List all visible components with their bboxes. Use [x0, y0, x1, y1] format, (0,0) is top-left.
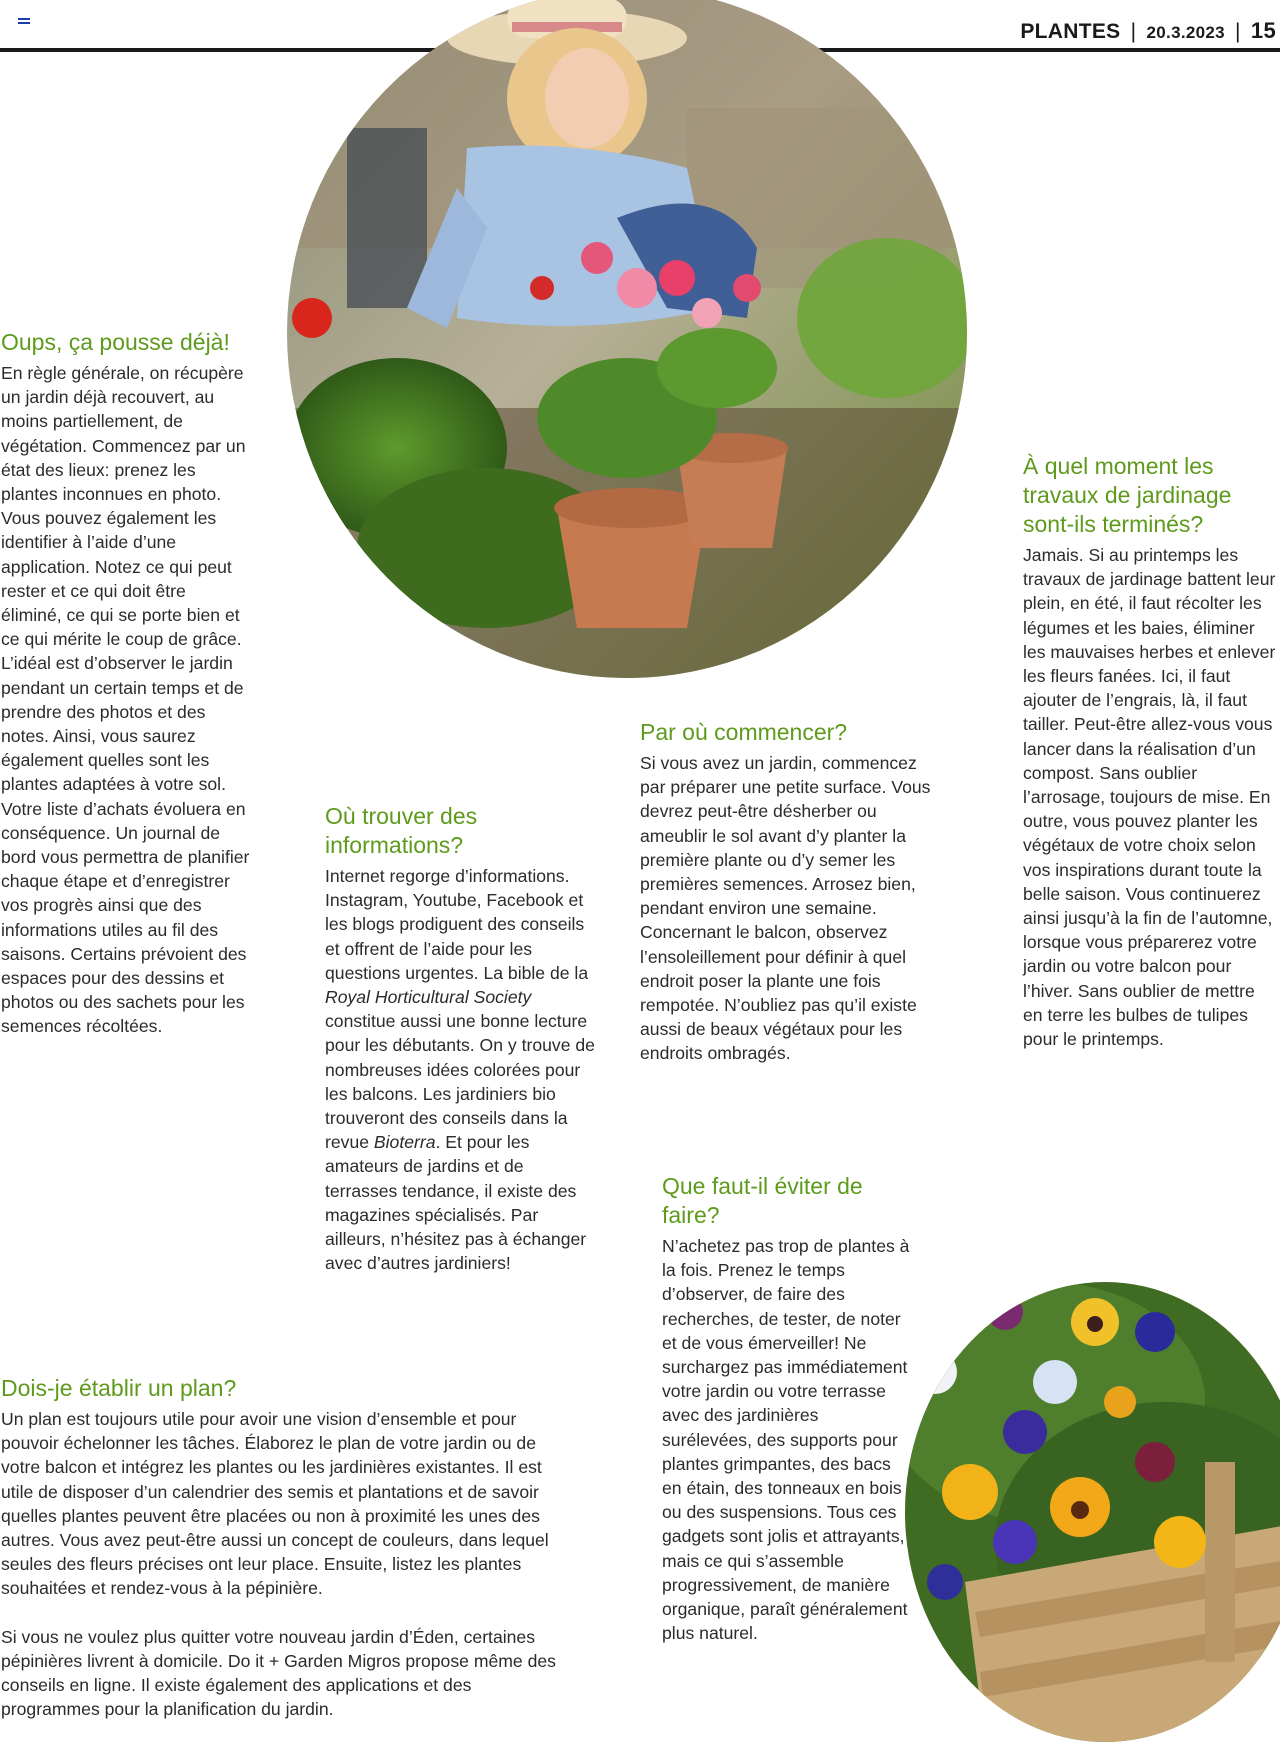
publication-name: Bioterra [373, 1132, 436, 1153]
publication-name: Royal Horticultural Society [325, 987, 532, 1008]
header-separator: | [1235, 20, 1241, 43]
section-body: Si vous avez un jardin, commencez par préparer une petite surface. Vous devrez peut-être désherber ou ameublir le sol avant d’y planter la première plante ou d’y semer les premières semences. Arrosez bien, pendant environ une semaine. Concernant le balcon, observez l’ensoleillement pour définir à quel endroit poser la plante une fois rempotée. N’oubliez pas qu’il existe aussi de beaux végétaux pour les endroits ombragés. [640, 753, 931, 1064]
section-informations [325, 802, 595, 1275]
section-heading: Que faut-il éviter de faire? [662, 1173, 863, 1228]
body-text: Internet regorge d’informations. Instagram, Youtube, Facebook et les blogs prodiguent des conseils et offrent de l’aide pour les questions urgentes. La bible de la [325, 866, 589, 983]
section-heading: Oups, ça pousse déjà! [1, 329, 230, 355]
section-commencer [640, 718, 940, 1066]
section-eviter [662, 1172, 912, 1645]
section-body: N’achetez pas trop de plantes à la fois. Prenez le temps d’observer, de faire des recherches, de tester, de noter et de vous émerveiller! Ne surchargez pas immédiatement votre jardin ou votre terrasse avec des jardinières surélevées, des supports pour plantes grimpantes, des bacs en étain, des tonneaux en bois ou des suspensions. Tous ces gadgets sont jolis et attrayants, mais ce qui s’assemble progressivement, de manière organique, paraît généralement plus naturel. [662, 1236, 910, 1644]
issue-date: 20.3.2023 [1146, 23, 1225, 42]
pansies-crate-photo [905, 1282, 1280, 1742]
header-separator: | [1130, 20, 1137, 43]
section-oups [1, 328, 251, 1039]
section-plan [1, 1374, 561, 1721]
running-header [1020, 18, 1276, 44]
menu-icon[interactable] [18, 18, 30, 26]
gardening-woman-photo [287, 0, 967, 678]
section-body: Si vous ne voulez plus quitter votre nouveau jardin d’Éden, certaines pépinières livrent à domicile. Do it + Garden Migros propose même des conseils en ligne. Il existe également des applications et des programmes pour la planification du jardin. [1, 1626, 556, 1720]
section-body: Jamais. Si au printemps les travaux de jardinage battent leur plein, en été, il faut récolter les légumes et les baies, éliminer les mauvaises herbes et enlever les fleurs fanées. Ici, il faut ajouter de l’engrais, là, il faut tailler. Peut-être allez-vous vous lancer dans la réalisation d’un compost. Sans oublier l’arrosage, toujours de mise. En outre, vous pouvez planter les végétaux de votre choix selon vos inspirations durant toute la belle saison. Vous continuerez ainsi jusqu’à la fin de l’automne, lorsque vous préparerez votre jardin ou votre balcon pour l’hiver. Sans oublier de mettre en terre les bulbes de tulipes pour le printemps. [1023, 545, 1276, 1050]
body-text: . Et pour les amateurs de jardins et de terrasses tendance, il existe des magazines spécialisés. Par ailleurs, n’hésitez pas à échanger avec d’autres jardiniers! [325, 1132, 587, 1274]
page-number: 15 [1250, 18, 1276, 43]
section-label: PLANTES [1020, 20, 1121, 43]
section-heading: Dois-je établir un plan? [1, 1375, 237, 1401]
section-heading: Par où commencer? [640, 719, 848, 745]
section-body: Un plan est toujours utile pour avoir une vision d’ensemble et pour pouvoir échelonner les tâches. Élaborez le plan de votre jardin ou de votre balcon et intégrez les plantes ou les jardinières existantes. Il est utile de disposer d’un calendrier des semis et plantations et de savoir quelles plantes peuvent être placées ou non à proximité les unes des autres. Vous avez peut-être aussi un concept de couleurs, dans lequel seules des fleurs précises ont leur place. Ensuite, listez les plantes souhaitées et rendez-vous à la pépinière. [1, 1409, 549, 1599]
section-body: En règle générale, on récupère un jardin déjà recouvert, au moins partiellement, de végétation. Commencez par un état des lieux: prenez les plantes inconnues en photo. Vous pouvez également les identifier à l’aide d’une application. Notez ce qui peut rester et ce qui doit être éliminé, ce qui se porte bien et ce qui mérite le coup de grâce. L’idéal est d’observer le jardin pendant un certain temps et de prendre des photos et des notes. Ainsi, vous saurez également quelles sont les plantes adaptées à votre sol. Votre liste d’achats évoluera en conséquence. Un journal de bord vous permettra de planifier chaque étape et d’enregistrer vos progrès ainsi que des informations utiles au fil des saisons. Certains prévoient des espaces pour des dessins et photos ou des sachets pour les semences récoltées. [1, 363, 250, 1037]
section-heading: À quel moment les travaux de jardinage sont-ils terminés? [1023, 453, 1232, 537]
section-moment [1023, 452, 1278, 1051]
body-text: constitue aussi une bonne lecture pour les débutants. On y trouve de nombreuses idées colorées pour les balcons. Les jardiniers bio trouveront des conseils dans la revue [325, 1011, 595, 1153]
section-heading: Où trouver des informations? [325, 803, 478, 858]
section-body [325, 864, 595, 1275]
